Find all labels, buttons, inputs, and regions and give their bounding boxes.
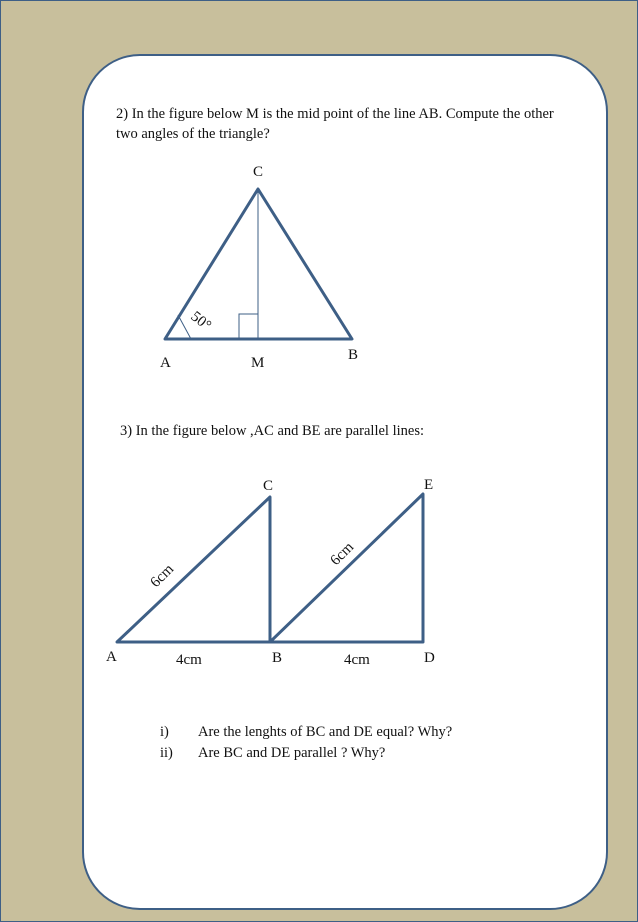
sub-question-2-text: Are BC and DE parallel ? Why? xyxy=(198,745,386,761)
sub-question-2-number: ii) xyxy=(160,745,173,761)
question-2-text: 2) In the figure below M is the mid point of the line AB. Compute the other two angles of the triangle? xyxy=(116,106,554,142)
sub-question-1-number: i) xyxy=(160,724,169,740)
sub-question-list xyxy=(160,722,452,764)
side-be-label: 6cm xyxy=(327,539,358,569)
side-ab-label: 4cm xyxy=(176,652,202,668)
label-c-q2: C xyxy=(253,164,264,180)
side-bd-label: 4cm xyxy=(344,652,370,668)
sub-question-1 xyxy=(160,722,452,743)
label-d-q3: D xyxy=(424,650,435,666)
right-angle-mark xyxy=(239,314,258,339)
question-3-text: 3) In the figure below ,AC and BE are parallel lines: xyxy=(120,423,424,439)
label-e-q3: E xyxy=(424,477,434,493)
label-a-q2: A xyxy=(160,355,171,371)
triangle-abc-q3 xyxy=(117,497,270,642)
triangle-bde-q3 xyxy=(270,494,423,642)
side-ac-label: 6cm xyxy=(147,561,178,591)
triangle-figure-q2 xyxy=(160,164,358,371)
label-b-q3: B xyxy=(272,650,283,666)
parallel-figure-q3 xyxy=(106,477,435,668)
label-b-q2: B xyxy=(348,347,359,363)
angle-label-50: 50° xyxy=(187,308,214,335)
sub-question-2 xyxy=(160,743,452,764)
label-a-q3: A xyxy=(106,649,117,665)
sub-question-1-text: Are the lenghts of BC and DE equal? Why? xyxy=(198,724,453,740)
label-m-q2: M xyxy=(251,355,265,371)
label-c-q3: C xyxy=(263,478,274,494)
